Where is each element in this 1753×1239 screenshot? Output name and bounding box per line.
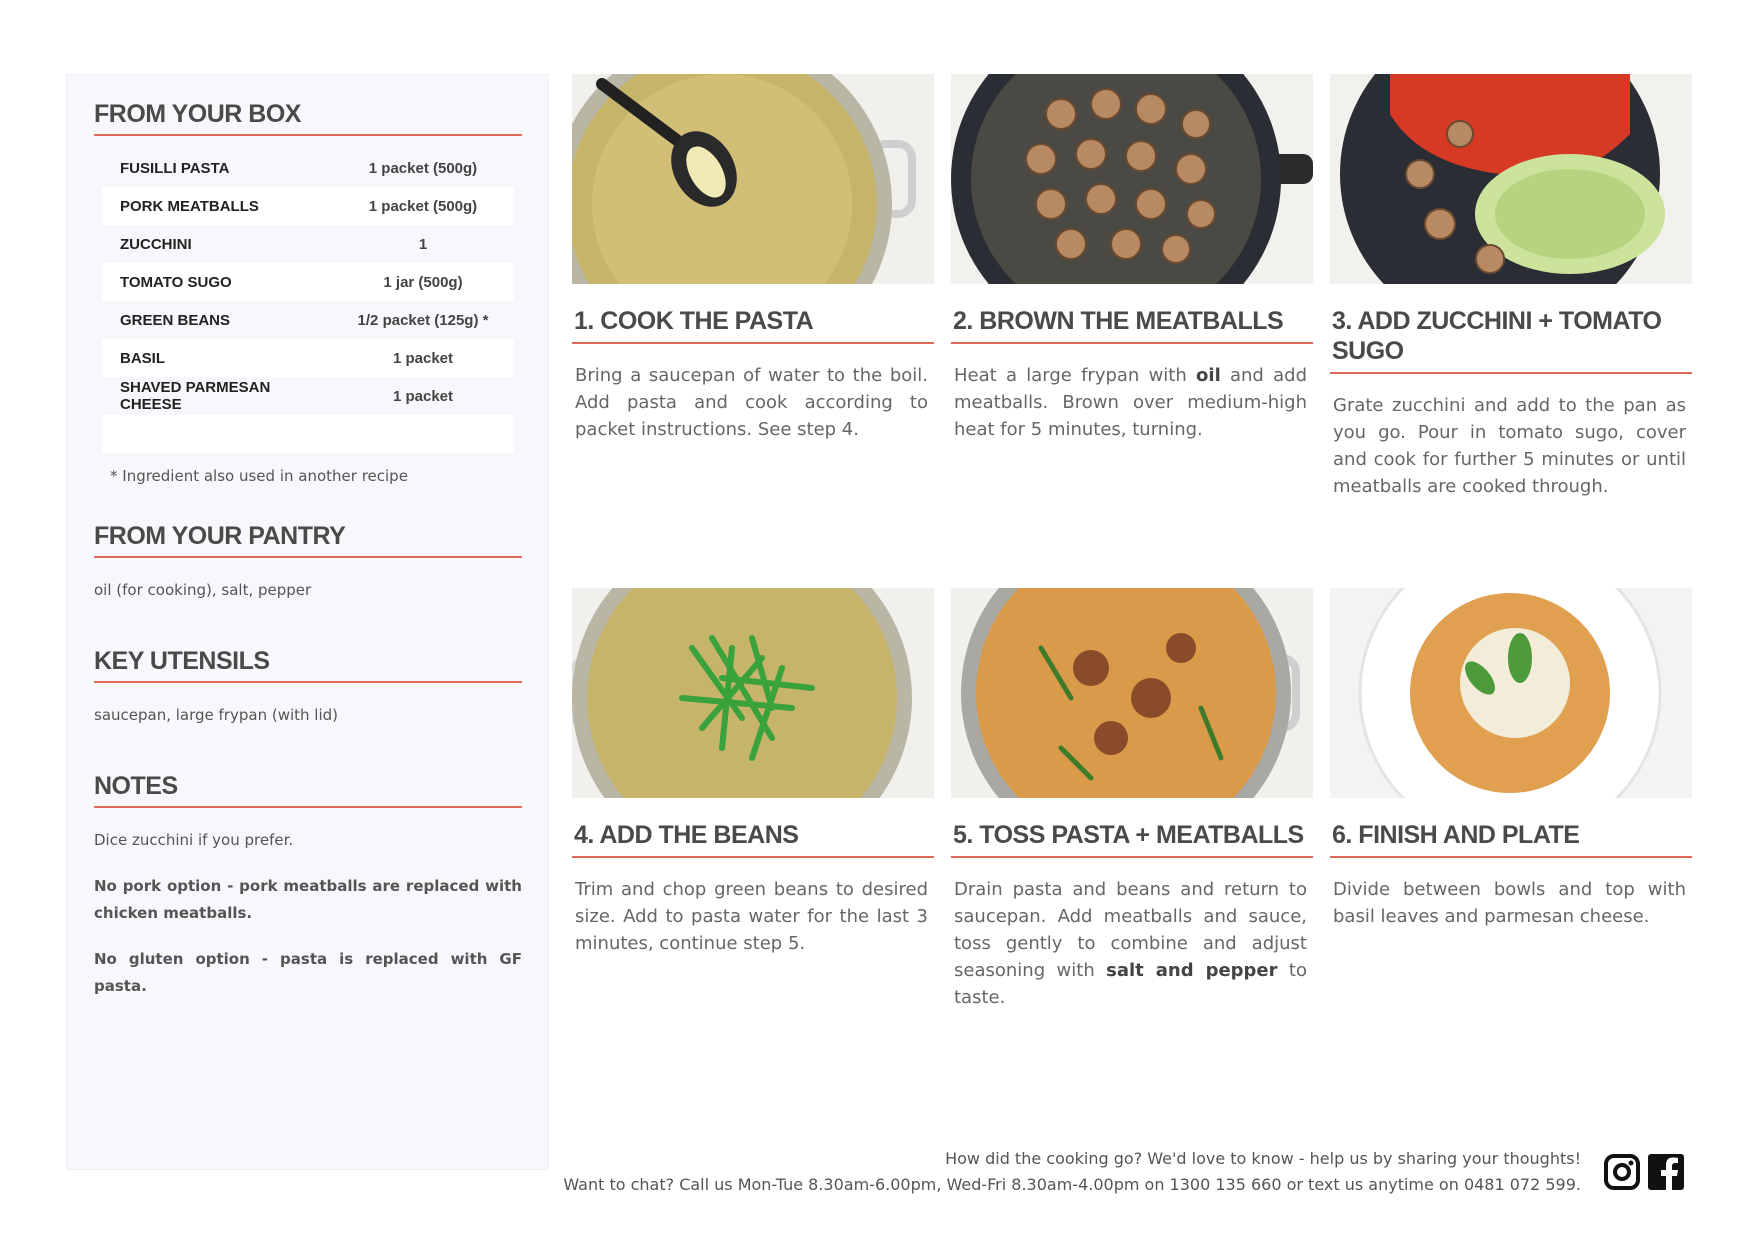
ingredient-qty: 1 jar (500g) [383, 273, 463, 291]
from-your-pantry-title: FROM YOUR PANTRY [94, 522, 522, 558]
step-title: 3. ADD ZUCCHINI + TOMATO SUGO [1330, 306, 1692, 374]
step-4 [572, 588, 934, 957]
facebook-icon[interactable] [1648, 1154, 1684, 1190]
step-text: Heat a large frypan with oil and add meatballs. Brown over medium-high heat for 5 minutes, turning. [954, 365, 1307, 440]
note-line: Dice zucchini if you prefer. [94, 831, 294, 849]
ingredient-row [102, 149, 514, 187]
ingredient-row [102, 187, 514, 225]
step-title: 2. BROWN THE MEATBALLS [951, 306, 1313, 344]
ingredient-name: FUSILLI PASTA [120, 159, 230, 177]
step-title: 4. ADD THE BEANS [572, 820, 934, 858]
step-text: Bring a saucepan of water to the boil. Add pasta and cook according to packet instructions. See step 4. [575, 365, 928, 440]
ingredient-name: PORK MEATBALLS [120, 197, 259, 215]
ingredient-name: BASIL [120, 349, 165, 367]
step-text: Divide between bowls and top with basil leaves and parmesan cheese. [1333, 879, 1686, 927]
utensils-text: saucepan, large frypan (with lid) [94, 706, 338, 724]
step-6 [1330, 588, 1692, 930]
ingredient-qty: 1 packet (500g) [368, 159, 478, 177]
ingredient-row [102, 301, 514, 339]
step-photo [572, 588, 934, 798]
step-2 [951, 74, 1313, 443]
ingredient-qty: 1/2 packet (125g) * [357, 311, 489, 329]
pantry-text: oil (for cooking), salt, pepper [94, 581, 312, 599]
note-line-bold: No pork option - pork meatballs are replaced with chicken meatballs. [94, 877, 522, 922]
step-1 [572, 74, 934, 443]
step-text: Grate zucchini and add to the pan as you go. Pour in tomato sugo, cover and cook for further 5 minutes or until meatballs are cooked through. [1333, 395, 1686, 497]
ingredients-table [102, 149, 514, 453]
step-title: 5. TOSS PASTA + MEATBALLS [951, 820, 1313, 858]
footer-line: How did the cooking go? We'd love to know - help us by sharing your thoughts! [945, 1149, 1581, 1168]
ingredient-name: TOMATO SUGO [120, 273, 232, 291]
ingredient-name: GREEN BEANS [120, 311, 231, 329]
step-3 [1330, 74, 1692, 500]
note-line-bold: No gluten option - pasta is replaced with GF pasta. [94, 950, 522, 995]
instagram-icon[interactable] [1604, 1154, 1640, 1190]
ingredient-name: ZUCCHINI [120, 235, 192, 253]
footer-line: Want to chat? Call us Mon-Tue 8.30am-6.00pm, Wed-Fri 8.30am-4.00pm on 1300 135 660 or text us anytime on 0481 072 599. [563, 1175, 1581, 1194]
footer [563, 1146, 1581, 1198]
step-photo [951, 74, 1313, 284]
step-photo [1330, 588, 1692, 798]
step-photo [572, 74, 934, 284]
from-your-box-title: FROM YOUR BOX [94, 100, 522, 136]
step-text: Trim and chop green beans to desired size. Add to pasta water for the last 3 minutes, continue step 5. [575, 879, 928, 954]
ingredient-qty: 1 packet (500g) [368, 197, 478, 215]
key-utensils-title: KEY UTENSILS [94, 647, 522, 683]
step-photo [951, 588, 1313, 798]
ingredient-qty: 1 packet [392, 387, 454, 405]
ingredient-footnote: * Ingredient also used in another recipe [110, 467, 408, 485]
ingredient-row-empty [102, 415, 514, 453]
ingredient-qty: 1 packet [392, 349, 454, 367]
ingredient-row [102, 225, 514, 263]
notes-title: NOTES [94, 772, 522, 808]
step-text: Drain pasta and beans and return to saucepan. Add meatballs and sauce, toss gently to combine and adjust seasoning with salt and pepper to taste. [954, 879, 1308, 1008]
ingredient-row [102, 377, 514, 415]
step-5 [951, 588, 1313, 1011]
ingredients-sidebar [66, 74, 549, 1170]
ingredient-name: SHAVED PARMESAN CHEESE [120, 379, 271, 413]
step-title: 1. COOK THE PASTA [572, 306, 934, 344]
step-photo [1330, 74, 1692, 284]
ingredient-row [102, 339, 514, 377]
step-title: 6. FINISH AND PLATE [1330, 820, 1692, 858]
ingredient-row [102, 263, 514, 301]
ingredient-qty: 1 [418, 235, 428, 253]
